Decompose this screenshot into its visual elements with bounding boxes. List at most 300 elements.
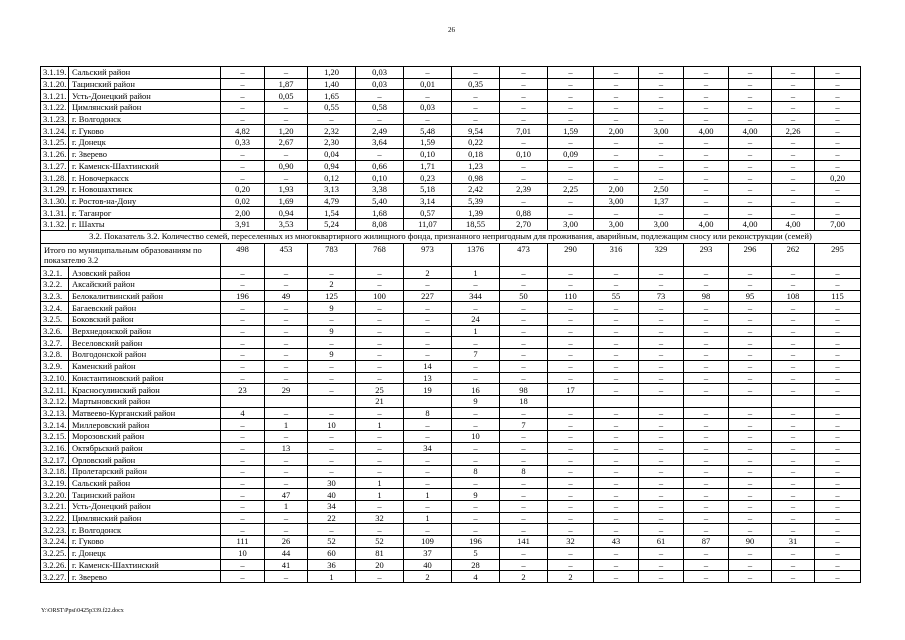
value-cell: 29: [265, 384, 308, 396]
value-cell: –: [815, 349, 861, 361]
value-cell: –: [815, 78, 861, 90]
value-cell: –: [221, 360, 265, 372]
value-cell: –: [500, 454, 548, 466]
value-cell: –: [548, 407, 594, 419]
row-name: г. Ростов-на-Дону: [69, 195, 221, 207]
value-cell: –: [594, 466, 639, 478]
value-cell: 4,00: [729, 218, 772, 230]
value-cell: 9: [452, 395, 500, 407]
value-cell: 17: [548, 384, 594, 396]
value-cell: –: [639, 279, 684, 291]
row-name: Мартыновский район: [69, 395, 221, 407]
value-cell: –: [452, 90, 500, 102]
value-cell: –: [548, 489, 594, 501]
value-cell: –: [684, 571, 729, 583]
value-cell: –: [684, 384, 729, 396]
row-code: 3.2.19.: [41, 477, 69, 489]
row-code: 3.2.22.: [41, 512, 69, 524]
value-cell: –: [265, 466, 308, 478]
value-cell: –: [594, 67, 639, 79]
row-name: Сальский район: [69, 67, 221, 79]
table-row: [41, 78, 861, 90]
value-cell: –: [815, 442, 861, 454]
value-cell: –: [500, 524, 548, 536]
value-cell: 7,00: [815, 218, 861, 230]
table-row: [41, 102, 861, 114]
value-cell: 110: [548, 290, 594, 302]
row-name: Октябрьский район: [69, 442, 221, 454]
value-cell: –: [639, 78, 684, 90]
row-name: г. Зверево: [69, 148, 221, 160]
value-cell: –: [594, 90, 639, 102]
value-cell: 61: [639, 536, 684, 548]
row-code: 3.2.27.: [41, 571, 69, 583]
value-cell: –: [221, 477, 265, 489]
value-cell: –: [684, 454, 729, 466]
value-cell: –: [729, 314, 772, 326]
row-code: 3.1.19.: [41, 67, 69, 79]
value-cell: –: [548, 501, 594, 513]
value-cell: –: [221, 102, 265, 114]
value-cell: [221, 395, 265, 407]
indicator-table: [40, 66, 861, 583]
value-cell: –: [265, 524, 308, 536]
row-name: Сальский район: [69, 477, 221, 489]
value-cell: –: [772, 524, 815, 536]
row-code: 3.1.29.: [41, 183, 69, 195]
table-row: [41, 195, 861, 207]
value-cell: –: [356, 407, 404, 419]
value-cell: –: [308, 430, 356, 442]
row-code: 3.1.25.: [41, 137, 69, 149]
table-row: [41, 524, 861, 536]
value-cell: 9: [452, 489, 500, 501]
value-cell: –: [684, 337, 729, 349]
row-code: 3.2.9.: [41, 360, 69, 372]
value-cell: –: [772, 466, 815, 478]
value-cell: –: [500, 102, 548, 114]
total-label: Итого по муниципальным образованиям по показателю 3.2: [41, 244, 221, 267]
value-cell: –: [500, 360, 548, 372]
value-cell: 1,23: [452, 160, 500, 172]
table-row: [41, 267, 861, 279]
value-cell: –: [548, 559, 594, 571]
value-cell: –: [221, 559, 265, 571]
value-cell: –: [308, 314, 356, 326]
value-cell: 2,67: [265, 137, 308, 149]
value-cell: 60: [308, 547, 356, 559]
total-value-cell: 329: [639, 244, 684, 267]
value-cell: –: [639, 547, 684, 559]
row-code: 3.2.10.: [41, 372, 69, 384]
value-cell: 1,68: [356, 207, 404, 219]
row-name: г. Таганрог: [69, 207, 221, 219]
value-cell: 18,55: [452, 218, 500, 230]
value-cell: 2,30: [308, 137, 356, 149]
value-cell: 1: [265, 419, 308, 431]
value-cell: –: [772, 372, 815, 384]
value-cell: –: [404, 90, 452, 102]
value-cell: –: [500, 442, 548, 454]
value-cell: 5: [452, 547, 500, 559]
value-cell: –: [729, 172, 772, 184]
value-cell: –: [639, 337, 684, 349]
value-cell: –: [639, 67, 684, 79]
value-cell: –: [639, 430, 684, 442]
value-cell: –: [729, 349, 772, 361]
value-cell: –: [815, 559, 861, 571]
value-cell: –: [639, 571, 684, 583]
value-cell: –: [815, 267, 861, 279]
value-cell: –: [684, 172, 729, 184]
value-cell: 43: [594, 536, 639, 548]
value-cell: –: [356, 372, 404, 384]
value-cell: 2: [404, 267, 452, 279]
value-cell: –: [594, 512, 639, 524]
value-cell: –: [594, 559, 639, 571]
value-cell: –: [772, 512, 815, 524]
value-cell: 1: [356, 419, 404, 431]
value-cell: –: [356, 349, 404, 361]
value-cell: –: [500, 372, 548, 384]
row-name: Морозовский район: [69, 430, 221, 442]
value-cell: 108: [772, 290, 815, 302]
row-code: 3.2.14.: [41, 419, 69, 431]
value-cell: 4,82: [221, 125, 265, 137]
value-cell: 9: [308, 325, 356, 337]
row-name: г. Новочеркасск: [69, 172, 221, 184]
value-cell: 87: [684, 536, 729, 548]
value-cell: 25: [356, 384, 404, 396]
value-cell: 52: [308, 536, 356, 548]
value-cell: –: [684, 419, 729, 431]
value-cell: –: [815, 137, 861, 149]
value-cell: 0,35: [452, 78, 500, 90]
value-cell: 24: [452, 314, 500, 326]
table-row: [41, 172, 861, 184]
value-cell: –: [500, 349, 548, 361]
total-value-cell: 293: [684, 244, 729, 267]
value-cell: –: [221, 454, 265, 466]
value-cell: –: [452, 102, 500, 114]
value-cell: 3,00: [639, 218, 684, 230]
value-cell: 141: [500, 536, 548, 548]
value-cell: –: [452, 524, 500, 536]
total-value-cell: 498: [221, 244, 265, 267]
value-cell: –: [404, 454, 452, 466]
value-cell: –: [684, 67, 729, 79]
value-cell: 0,10: [404, 148, 452, 160]
value-cell: 2,25: [548, 183, 594, 195]
value-cell: 4,00: [684, 125, 729, 137]
value-cell: 26: [265, 536, 308, 548]
value-cell: –: [729, 267, 772, 279]
value-cell: 0,94: [265, 207, 308, 219]
value-cell: –: [221, 67, 265, 79]
value-cell: 3,13: [308, 183, 356, 195]
value-cell: –: [500, 547, 548, 559]
value-cell: –: [594, 501, 639, 513]
value-cell: –: [265, 337, 308, 349]
value-cell: –: [729, 90, 772, 102]
value-cell: 2,00: [221, 207, 265, 219]
value-cell: –: [594, 137, 639, 149]
table-row: [41, 419, 861, 431]
value-cell: –: [729, 559, 772, 571]
value-cell: 5,18: [404, 183, 452, 195]
value-cell: –: [404, 337, 452, 349]
value-cell: –: [221, 78, 265, 90]
row-code: 3.2.20.: [41, 489, 69, 501]
value-cell: –: [265, 430, 308, 442]
value-cell: –: [772, 148, 815, 160]
value-cell: –: [684, 489, 729, 501]
value-cell: –: [684, 113, 729, 125]
value-cell: –: [500, 113, 548, 125]
value-cell: 1: [356, 489, 404, 501]
table-row: [41, 90, 861, 102]
value-cell: –: [594, 419, 639, 431]
value-cell: –: [308, 466, 356, 478]
value-cell: –: [729, 325, 772, 337]
value-cell: 1,71: [404, 160, 452, 172]
row-name: г. Каменск-Шахтинский: [69, 559, 221, 571]
value-cell: [594, 395, 639, 407]
value-cell: –: [548, 172, 594, 184]
value-cell: –: [639, 207, 684, 219]
row-name: Азовский район: [69, 267, 221, 279]
value-cell: 10: [308, 419, 356, 431]
value-cell: 3,53: [265, 218, 308, 230]
value-cell: –: [772, 113, 815, 125]
footer-file-path: Y:\ORST\Ppsi\0425p339.f22.docx: [41, 608, 124, 614]
value-cell: –: [452, 67, 500, 79]
value-cell: 7: [452, 349, 500, 361]
row-code: 3.1.32.: [41, 218, 69, 230]
value-cell: –: [684, 501, 729, 513]
value-cell: –: [404, 302, 452, 314]
value-cell: –: [729, 477, 772, 489]
value-cell: –: [221, 512, 265, 524]
row-name: г. Волгодонск: [69, 113, 221, 125]
value-cell: –: [772, 419, 815, 431]
row-name: Аксайский район: [69, 279, 221, 291]
value-cell: –: [729, 547, 772, 559]
value-cell: –: [548, 360, 594, 372]
row-code: 3.2.3.: [41, 290, 69, 302]
value-cell: –: [594, 524, 639, 536]
value-cell: 0,09: [548, 148, 594, 160]
value-cell: –: [221, 571, 265, 583]
table-row: [41, 536, 861, 548]
value-cell: –: [594, 148, 639, 160]
value-cell: 95: [729, 290, 772, 302]
total-value-cell: 1376: [452, 244, 500, 267]
value-cell: [639, 395, 684, 407]
value-cell: –: [265, 67, 308, 79]
row-code: 3.2.6.: [41, 325, 69, 337]
value-cell: 52: [356, 536, 404, 548]
value-cell: –: [265, 314, 308, 326]
value-cell: 8: [500, 466, 548, 478]
table-row: [41, 137, 861, 149]
total-value-cell: 473: [500, 244, 548, 267]
value-cell: –: [684, 137, 729, 149]
value-cell: –: [639, 325, 684, 337]
value-cell: –: [729, 207, 772, 219]
value-cell: –: [548, 477, 594, 489]
value-cell: –: [684, 477, 729, 489]
table-row: [41, 325, 861, 337]
value-cell: –: [404, 419, 452, 431]
value-cell: 196: [452, 536, 500, 548]
value-cell: –: [772, 442, 815, 454]
value-cell: –: [772, 489, 815, 501]
row-name: Красносулинский район: [69, 384, 221, 396]
value-cell: –: [684, 512, 729, 524]
value-cell: [729, 395, 772, 407]
value-cell: –: [772, 90, 815, 102]
value-cell: 2: [548, 571, 594, 583]
value-cell: –: [265, 407, 308, 419]
value-cell: –: [772, 454, 815, 466]
value-cell: –: [221, 442, 265, 454]
total-row: [41, 244, 861, 267]
value-cell: –: [500, 137, 548, 149]
value-cell: 4: [452, 571, 500, 583]
value-cell: 16: [452, 384, 500, 396]
table-row: [41, 113, 861, 125]
value-cell: –: [221, 148, 265, 160]
value-cell: –: [548, 512, 594, 524]
value-cell: –: [772, 360, 815, 372]
section-title: 3.2. Показатель 3.2. Количество семей, переселенных из многоквартирного жилищного фонда, признанного непригодным для проживания, аварийным, подлежащим сносу или реконструкции (семей): [41, 230, 861, 244]
value-cell: –: [684, 102, 729, 114]
value-cell: –: [265, 102, 308, 114]
table-row: [41, 302, 861, 314]
value-cell: 1: [308, 571, 356, 583]
value-cell: 3,38: [356, 183, 404, 195]
value-cell: –: [684, 78, 729, 90]
value-cell: –: [548, 78, 594, 90]
value-cell: –: [221, 466, 265, 478]
value-cell: 5,39: [452, 195, 500, 207]
value-cell: –: [815, 384, 861, 396]
value-cell: –: [452, 407, 500, 419]
value-cell: –: [594, 78, 639, 90]
value-cell: –: [548, 349, 594, 361]
value-cell: –: [684, 372, 729, 384]
value-cell: –: [729, 337, 772, 349]
value-cell: –: [815, 302, 861, 314]
value-cell: –: [729, 302, 772, 314]
value-cell: –: [500, 489, 548, 501]
row-name: Константиновский район: [69, 372, 221, 384]
value-cell: –: [548, 160, 594, 172]
table-row: [41, 207, 861, 219]
value-cell: –: [772, 137, 815, 149]
value-cell: –: [772, 384, 815, 396]
value-cell: –: [684, 442, 729, 454]
value-cell: 8,08: [356, 218, 404, 230]
value-cell: –: [404, 113, 452, 125]
value-cell: 55: [594, 290, 639, 302]
value-cell: –: [729, 407, 772, 419]
value-cell: –: [356, 524, 404, 536]
row-name: Тацинский район: [69, 489, 221, 501]
value-cell: –: [308, 442, 356, 454]
value-cell: –: [548, 419, 594, 431]
value-cell: 1,54: [308, 207, 356, 219]
value-cell: 4: [221, 407, 265, 419]
value-cell: –: [815, 113, 861, 125]
value-cell: –: [452, 454, 500, 466]
value-cell: –: [221, 314, 265, 326]
row-code: 3.2.11.: [41, 384, 69, 396]
value-cell: 0,90: [265, 160, 308, 172]
value-cell: 0,04: [308, 148, 356, 160]
value-cell: 11,07: [404, 218, 452, 230]
row-code: 3.2.13.: [41, 407, 69, 419]
value-cell: –: [684, 195, 729, 207]
value-cell: 32: [548, 536, 594, 548]
value-cell: –: [548, 442, 594, 454]
value-cell: 0,22: [452, 137, 500, 149]
total-value-cell: 295: [815, 244, 861, 267]
value-cell: 0,03: [356, 67, 404, 79]
table-row: [41, 183, 861, 195]
value-cell: –: [729, 279, 772, 291]
value-cell: –: [548, 137, 594, 149]
value-cell: 36: [308, 559, 356, 571]
row-name: Боковский район: [69, 314, 221, 326]
table-row: [41, 547, 861, 559]
value-cell: –: [772, 559, 815, 571]
value-cell: –: [815, 512, 861, 524]
value-cell: –: [684, 524, 729, 536]
table-row: [41, 67, 861, 79]
value-cell: 3,14: [404, 195, 452, 207]
value-cell: 3,91: [221, 218, 265, 230]
value-cell: –: [729, 160, 772, 172]
value-cell: –: [548, 314, 594, 326]
value-cell: –: [639, 489, 684, 501]
value-cell: –: [404, 477, 452, 489]
value-cell: –: [356, 454, 404, 466]
row-name: г. Донецк: [69, 137, 221, 149]
value-cell: –: [772, 279, 815, 291]
table-row: [41, 218, 861, 230]
value-cell: 9: [308, 302, 356, 314]
value-cell: –: [815, 571, 861, 583]
value-cell: –: [500, 477, 548, 489]
value-cell: –: [815, 102, 861, 114]
value-cell: –: [308, 337, 356, 349]
row-code: 3.2.15.: [41, 430, 69, 442]
table-row: [41, 477, 861, 489]
value-cell: –: [404, 430, 452, 442]
value-cell: –: [221, 302, 265, 314]
value-cell: –: [404, 524, 452, 536]
value-cell: –: [404, 279, 452, 291]
value-cell: –: [729, 466, 772, 478]
value-cell: [404, 395, 452, 407]
value-cell: –: [639, 384, 684, 396]
value-cell: –: [548, 430, 594, 442]
value-cell: –: [548, 113, 594, 125]
value-cell: –: [815, 360, 861, 372]
value-cell: –: [772, 78, 815, 90]
